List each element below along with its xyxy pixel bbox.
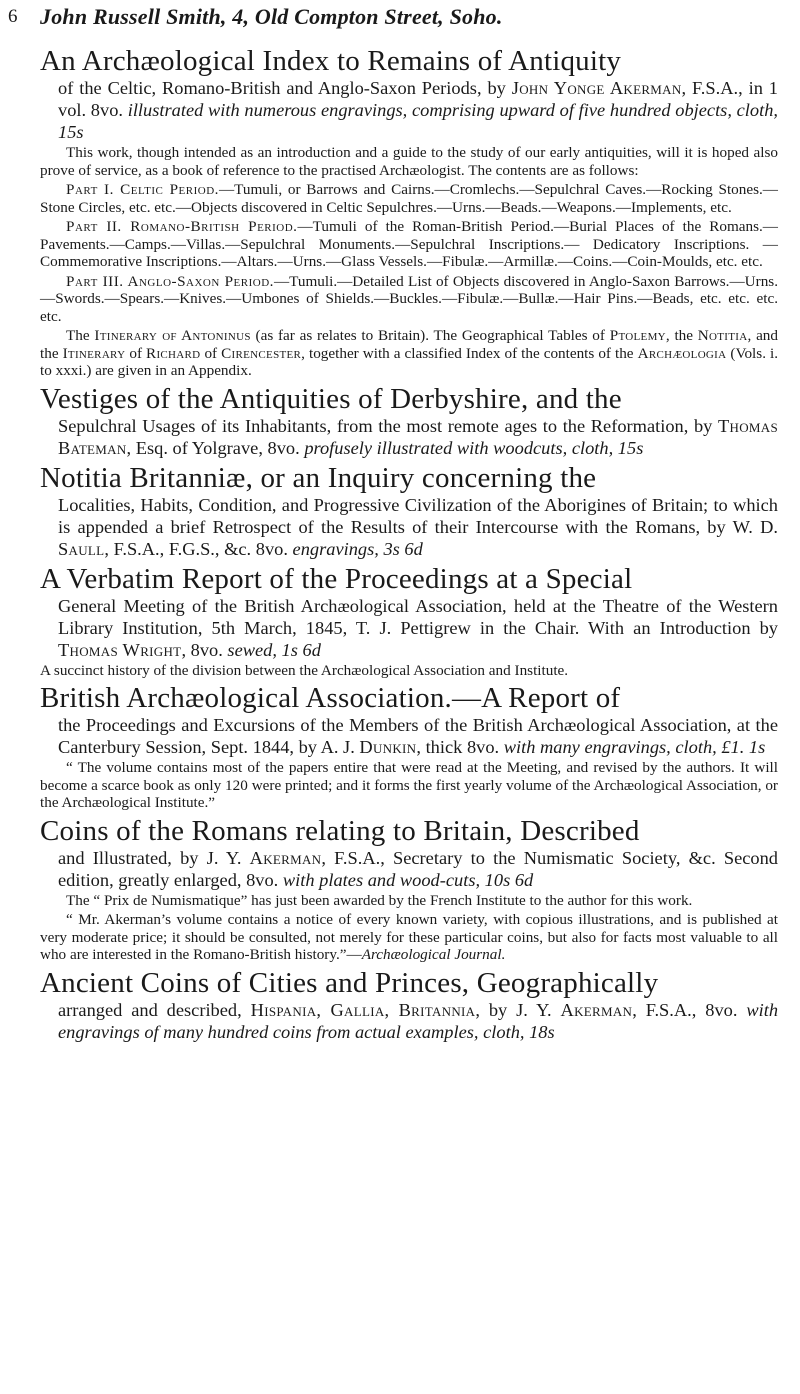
author-name: Dunkin [359,737,417,757]
entry-title: An Archæological Index to Remains of Antiquity [40,45,622,77]
entry-note: The “ Prix de Numismatique” has just been awarded by the French Institute to the author for this work. [66,891,693,909]
contents-part: Part III. Anglo-Saxon Period.—Tumuli.—Detailed List of Objects discovered in Anglo-Saxon Barrows.—Urns.—Swords.—Spears.—Knives.—Umbones of Shields.—Buckles.—Fibulæ.—Bullæ.—Hair Pins.—Beads, etc. etc. etc. etc. [40,272,778,325]
entry-title: Ancient Coins of Cities and Princes, Geographically [40,966,659,999]
binding-and-price: with engravings of many hundred coins from actual examples, cloth, 18s [58,999,779,1042]
running-head [8,2,778,38]
binding-and-price: engravings, 3s 6d [292,538,423,559]
entry-title: A Verbatim Report of the Proceedings at a Special [40,562,633,595]
publisher-header: John Russell Smith, 4, Old Compton Street, Soho. [40,4,503,29]
review-source: Archæological Journal. [361,946,506,963]
entry-note: The Itinerary of Antoninus (as far as relates to Britain). The Geographical Tables of Ptolemy, the Notitia, and the Itinerary of Richard of Cirencester, together with a classified Index of the contents of the Archæologia (Vols. i. to xxxi.) are given in an Appendix. [40,327,779,379]
entry-note: A succinct history of the division between the Archæological Association and Institute. [40,661,569,679]
entry-title: Notitia Britanniæ, or an Inquiry concerning the [40,461,597,494]
entry-description: General Meeting of the British Archæological Association, held at the Theatre of the Western Library Institution, 5th March, 1845, T. J. Pettigrew in the Chair. With an Introduction by Thomas Wright, 8vo. sewed, 1s 6d [58,595,778,660]
binding-and-price: with plates and wood-cuts, 10s 6d [282,869,534,890]
binding-and-price: profusely illustrated with woodcuts, cloth, 15s [304,437,644,458]
entry-note: “ The volume contains most of the papers entire that were read at the Meeting, and revised by the authors. It will become a scarce book as only 120 were printed; and it forms the first yearly volume of the Archæological Association, or the Archæological Institute.” [40,759,778,811]
entry-description: Localities, Habits, Condition, and Progressive Civilization of the Aborigines of Britain; to which is appended a brief Retrospect of the Results of their Intercourse with the Romans, by W. D. Saull, F.S.A., F.G.S., &c. 8vo. engravings, 3s 6d [58,494,778,559]
entry-description: and Illustrated, by J. Y. Akerman, F.S.A., Secretary to the Numismatic Society, &c. Second edition, greatly enlarged, 8vo. with plates and wood-cuts, 10s 6d [58,847,779,890]
author-name: Saull [58,538,105,559]
entry-description: of the Celtic, Romano-British and Anglo-Saxon Periods, by John Yonge Akerman, F.S.A., in 1 vol. 8vo. illustrated with numerous engravings, comprising upward of five hundred objects, cloth, 15s [58,78,779,142]
contents-part: Part I. Celtic Period.—Tumuli, or Barrows and Cairns.—Cromlechs.—Sepulchral Caves.—Rocking Stones.—Stone Circles, etc. etc.—Objects discovered in Celtic Sepulchres.—Urns.—Beads.—Weapons.—Implements, etc. [40,181,778,216]
entry-title: Vestiges of the Antiquities of Derbyshire, and the [40,382,622,415]
catalogue-entry [40,463,778,560]
author-name: Akerman [560,999,633,1020]
entry-description: arranged and described, Hispania, Gallia, Britannia, by J. Y. Akerman, F.S.A., 8vo. with engravings of many hundred coins from actual examples, cloth, 18s [58,999,779,1042]
author-name: Akerman [249,847,322,868]
entry-description: the Proceedings and Excursions of the Members of the British Archæological Association, at the Canterbury Session, Sept. 1844, by A. J. Dunkin, thick 8vo. with many engravings, cloth, £1. 1s [58,715,778,757]
catalogue-entry [40,816,778,964]
entry-note: This work, though intended as an introduction and a guide to the study of our early antiquities, will it is hoped also prove of service, as a book of reference to the practised Archæologist. The contents are as follows: [40,144,778,179]
author-name: Thomas Bateman [58,415,778,458]
catalogue-entry [40,564,778,680]
entry-description: Sepulchral Usages of its Inhabitants, from the most remote ages to the Reformation, by Thomas Bateman, Esq. of Yolgrave, 8vo. profusely illustrated with woodcuts, cloth, 15s [58,415,778,458]
catalogue-entry [40,683,778,812]
contents-part: Part II. Romano-British Period.—Tumuli of the Roman-British Period.—Burial Places of the Romans.—Pavements.—Camps.—Villas.—Sepulchral Monuments.—Sepulchral Inscriptions.— Dedicatory Inscriptions. — Commemorative Inscriptions.—Altars.—Urns.—Glass Vessels.—Fibulæ.—Armillæ.—Coins.—Coin-Moulds, etc. etc. [40,218,778,270]
binding-and-price: sewed, 1s 6d [227,639,321,660]
entry-title: British Archæological Association.—A Report of [40,682,621,714]
catalogue-entry [40,968,778,1043]
page-number: 6 [8,6,18,27]
binding-and-price: illustrated with numerous engravings, comprising upward of five hundred objects, cloth, 15s [58,100,779,142]
author-name: Thomas Wright [58,639,182,660]
entry-review-quote: “ Mr. Akerman’s volume contains a notice of every known variety, with copious illustrations, and is published at very moderate price; it should be consulted, not merely for these particular coins, but also for facts most valuable to all who are interested in the Romano-British history.”—Archæological Journal. [40,911,778,963]
author-name: John Yonge Akerman [511,78,682,98]
binding-and-price: with many engravings, cloth, £1. 1s [503,737,766,757]
catalogue-entry [40,384,778,459]
entry-title: Coins of the Romans relating to Britain, Described [40,814,640,847]
catalogue-entry [40,46,778,380]
